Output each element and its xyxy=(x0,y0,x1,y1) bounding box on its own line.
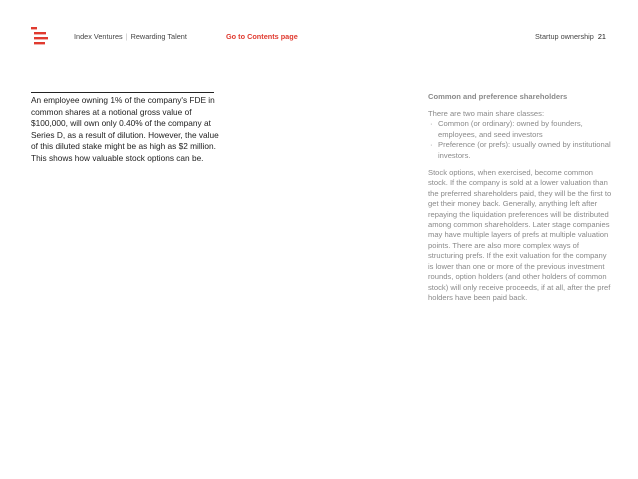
page-number: 21 xyxy=(597,32,606,41)
dilution-example-paragraph: An employee owning 1% of the company's FDE in common shares at a notional gross value of $100,000, will own only 0.40% of the company at Series D, as a result of dilution. However, the value of this diluted stake might be as high as $2 million. This shows how valuable stock options can be. xyxy=(31,95,219,163)
header-brand xyxy=(74,32,187,42)
sidebar-intro: There are two main share classes: xyxy=(428,109,545,118)
sidebar-heading: Common and preference shareholders xyxy=(428,92,568,101)
share-class-item: · Preference (or prefs): usually owned by institutional investors. xyxy=(428,140,613,161)
header-section xyxy=(535,32,606,42)
share-class-item: · Common (or ordinary): owned by founders, employees, and seed investors xyxy=(428,119,613,140)
sidebar-body: Stock options, when exercised, become common stock. If the company is sold at a lower valuation than the preferred shareholders paid, they will be the first to get their money back. Generally, anything left after repaying the liquidation preferences will be distributed among common shareholders. Later stage companies may have multiple layers of prefs at multiple valuation points. There are also more complex ways of structuring prefs. If the exit valuation for the company is lower than one or more of the previous investment rounds, option holders (and other holders of common stock) will only receive proceeds, if at all, after the pref holders have been paid back. xyxy=(428,168,612,302)
contents-link[interactable]: Go to Contents page xyxy=(226,32,298,41)
index-ventures-logo xyxy=(31,27,51,45)
left-column-rule xyxy=(31,92,214,93)
header-separator: | xyxy=(125,32,128,41)
share-classes-sidebar xyxy=(428,92,613,303)
share-classes-list xyxy=(428,119,613,161)
publication-title: Rewarding Talent xyxy=(130,32,187,41)
brand-name: Index Ventures xyxy=(74,32,123,41)
section-title: Startup ownership xyxy=(535,32,594,41)
